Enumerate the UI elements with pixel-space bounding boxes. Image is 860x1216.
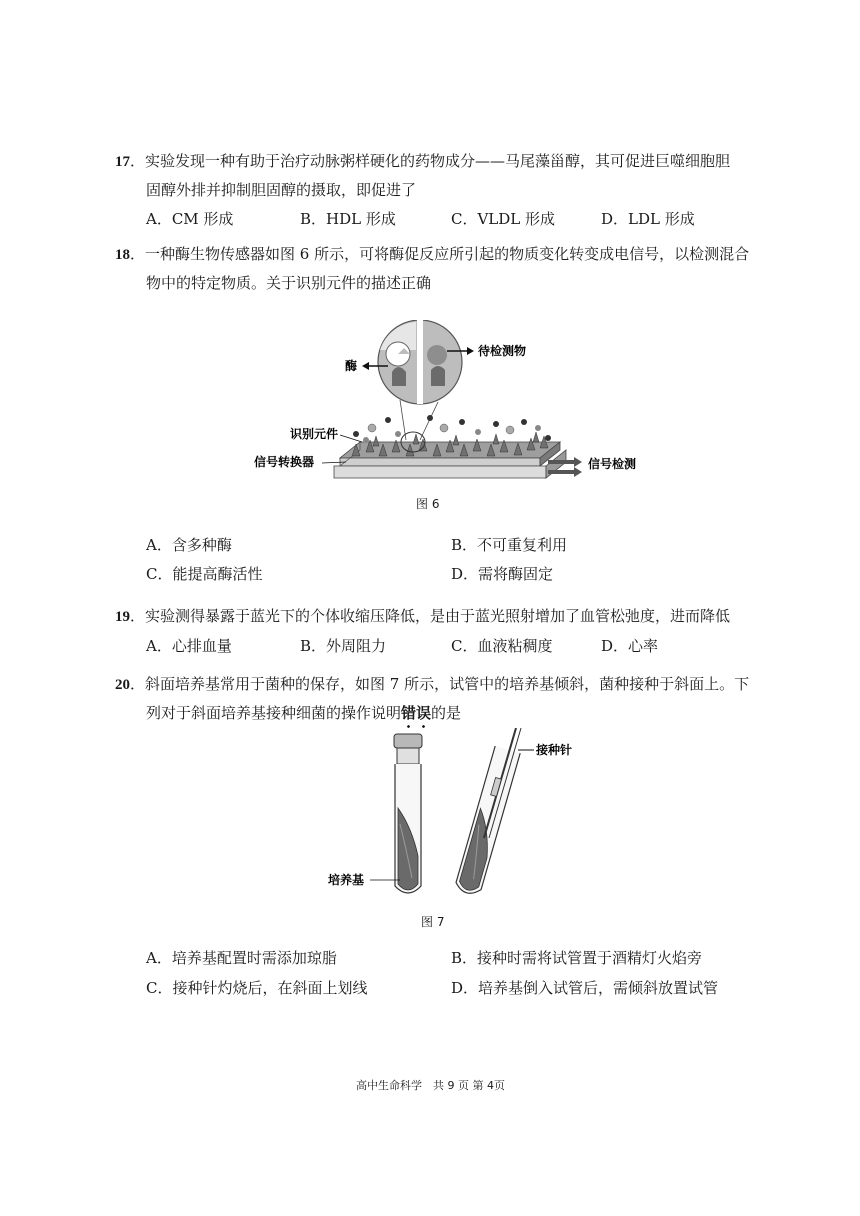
question-20-text-part2: 的是 [431,704,462,722]
label-culture-medium: 培养基 [328,873,365,887]
question-18-text: ．一种酶生物传感器如图 6 所示，可将酶促反应所引起的物质变化转变成电信号，以检测混合 [130,245,750,263]
question-20-option-c: C．接种针灼烧后，在斜面上划线 [146,979,368,997]
question-19-option-d: D．心率 [601,637,659,655]
question-18-option-a: A．含多种酶 [146,536,232,554]
question-18-option-d: D．需将酶固定 [451,565,554,583]
question-20-stem-line2 [146,703,461,723]
label-analyte: 待检测物 [478,344,527,358]
figure-6-biosensor-diagram [248,320,668,490]
question-18-option-b: B．不可重复利用 [451,536,568,554]
label-recognition-element: 识别元件 [290,427,339,441]
question-20-number: 20 [115,677,130,693]
question-19-text: ．实验测得暴露于蓝光下的个体收缩压降低，是由于蓝光照射增加了血管松弛度，进而降低 [130,607,731,625]
question-18-stem-line2: 物中的特定物质。关于识别元件的描述正确 [146,274,432,292]
question-20-emphasis-wrong: 错误 [401,704,432,722]
question-17-option-d: D．LDL 形成 [601,210,695,228]
label-signal-detection: 信号检测 [588,457,637,471]
question-18-number: 18 [115,247,130,263]
question-17-option-b: B．HDL 形成 [300,210,396,228]
question-20-option-a: A．培养基配置时需添加琼脂 [146,949,337,967]
question-19-option-c: C．血液粘稠度 [451,637,553,655]
figure-6-caption: 图 6 [416,497,440,511]
molecule-dots [353,415,551,443]
figure-7-test-tubes [320,728,620,906]
question-17-stem-line1 [115,151,730,172]
question-17-number: 17 [115,154,130,170]
question-17-option-c: C．VLDL 形成 [451,210,556,228]
question-20-text-part1: 列对于斜面培养基接种细菌的操作说明 [146,704,402,722]
question-17-option-a: A．CM 形成 [146,210,234,228]
question-19-option-a: A．心排血量 [146,637,232,655]
question-19-number: 19 [115,609,130,625]
question-18-option-c: C．能提高酶活性 [146,565,263,583]
question-20-text: ．斜面培养基常用于菌种的保存，如图 7 所示，试管中的培养基倾斜，菌种接种于斜面上。下 [130,675,750,693]
question-20-option-d: D．培养基倒入试管后，需倾斜放置试管 [451,979,719,997]
question-20-stem-line1 [115,674,749,695]
left-test-tube-icon [394,734,422,893]
question-19-stem-line1 [115,606,730,627]
right-test-tube-icon [454,746,520,896]
question-18-stem-line1 [115,244,749,265]
question-19-option-b: B．外周阻力 [300,637,387,655]
label-enzyme: 酶 [345,359,358,373]
figure-7-caption: 图 7 [421,915,445,929]
label-signal-transducer: 信号转换器 [254,455,315,469]
label-inoculation-needle: 接种针 [536,743,573,757]
magnified-view-icon [378,320,462,404]
question-17-text: ．实验发现一种有助于治疗动脉粥样硬化的药物成分——马尾藻甾醇，其可促进巨噬细胞胆 [130,152,731,170]
question-17-stem-line2: 固醇外排并抑制胆固醇的摄取，即促进了 [146,181,417,199]
page-footer: 高中生命科学 共 9 页 第 4页 [356,1079,505,1092]
question-20-option-b: B．接种时需将试管置于酒精灯火焰旁 [451,949,703,967]
